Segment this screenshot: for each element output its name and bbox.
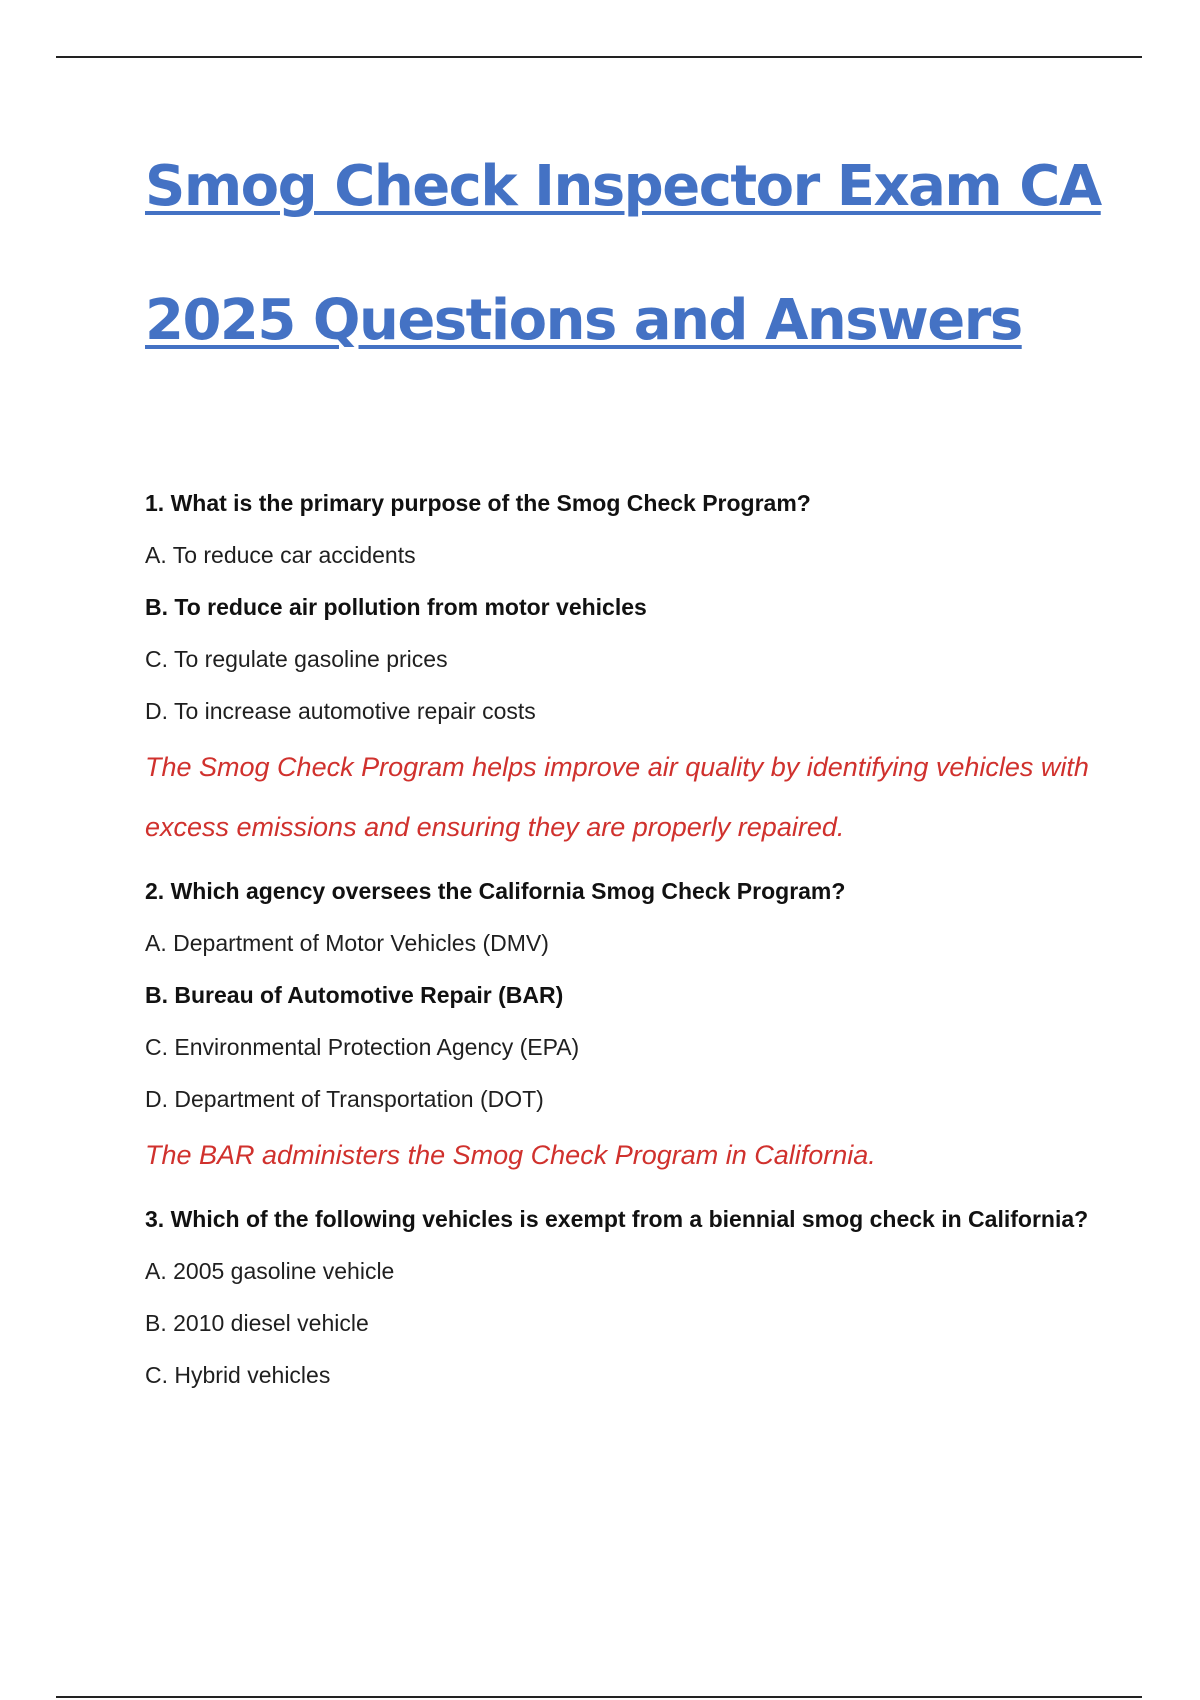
question-list: [145, 477, 1105, 1401]
option-b-correct: B. To reduce air pollution from motor vehicles: [145, 594, 647, 620]
option-c: C. To regulate gasoline prices: [145, 646, 448, 672]
question-3: [145, 1193, 1105, 1401]
option-a: A. Department of Motor Vehicles (DMV): [145, 930, 549, 956]
option-d: D. To increase automotive repair costs: [145, 698, 536, 724]
option-d: D. Department of Transportation (DOT): [145, 1086, 544, 1112]
document-title-line-1: Smog Check Inspector Exam CA: [145, 154, 1101, 219]
document-title-line-2: 2025 Questions and Answers: [145, 288, 1022, 353]
question-text: 2. Which agency oversees the California Smog Check Program?: [145, 878, 846, 904]
question-text: 1. What is the primary purpose of the Smog Check Program?: [145, 490, 811, 516]
top-rule: [56, 56, 1142, 58]
question-text: 3. Which of the following vehicles is exempt from a biennial smog check in California?: [145, 1206, 1089, 1232]
bottom-rule: [56, 1696, 1142, 1698]
answer-explanation: The BAR administers the Smog Check Program in California.: [145, 1140, 876, 1170]
option-a: A. To reduce car accidents: [145, 542, 416, 568]
option-c: C. Environmental Protection Agency (EPA): [145, 1034, 580, 1060]
option-c: C. Hybrid vehicles: [145, 1362, 331, 1388]
question-2: [145, 865, 1105, 1185]
option-a: A. 2005 gasoline vehicle: [145, 1258, 395, 1284]
option-b: B. 2010 diesel vehicle: [145, 1310, 369, 1336]
document-page: [145, 140, 1105, 1401]
option-b-correct: B. Bureau of Automotive Repair (BAR): [145, 982, 564, 1008]
answer-explanation: The Smog Check Program helps improve air quality by identifying vehicles with excess emissions and ensuring they are properly repaired.: [145, 752, 1089, 842]
question-1: [145, 477, 1105, 857]
